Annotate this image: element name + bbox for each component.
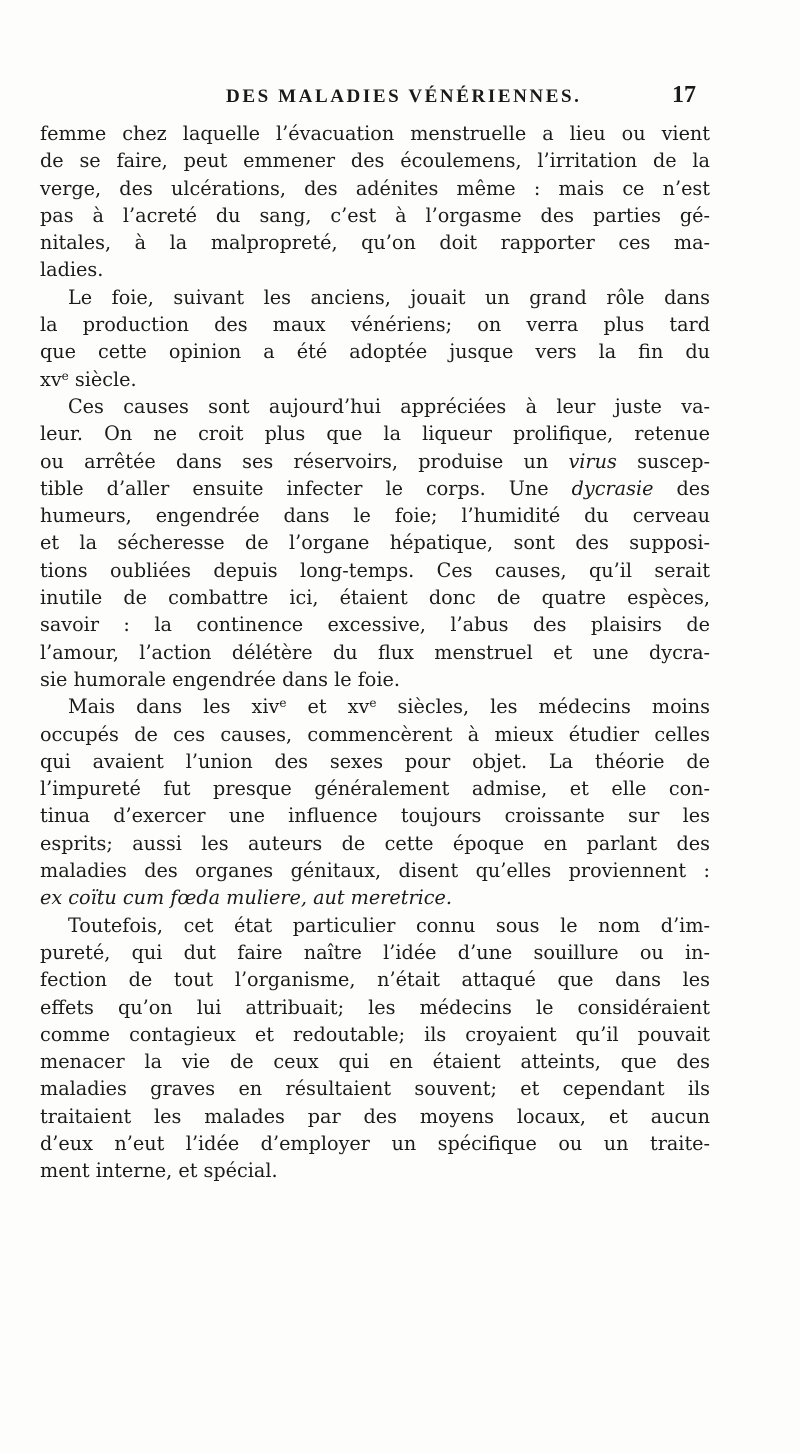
- text-line: tible d’aller ensuite infecter le corps. Une dycrasie des: [40, 476, 710, 500]
- text-line: leur. On ne croit plus que la liqueur prolifique, retenue: [40, 422, 710, 446]
- text-line: la production des maux vénériens; on verra plus tard: [40, 313, 710, 337]
- text-line: esprits; aussi les auteurs de cette époque en parlant des: [40, 831, 710, 855]
- superscript: e: [369, 696, 377, 711]
- text-line: pureté, qui dut faire naître l’idée d’une souillure ou in-: [40, 940, 710, 964]
- text-line: Mais dans les xiv$^e$ et $xv^e$ siècles, les médecins moins: [68, 695, 710, 719]
- text-line: pas à l’acreté du sang, c’est à l’orgasme des parties gé-: [40, 203, 710, 227]
- italic-text: virus: [568, 449, 617, 473]
- superscript: e: [279, 696, 287, 711]
- body-text: [40, 120, 710, 1185]
- text-line: maladies des organes génitaux, disent qu’elles proviennent :: [40, 859, 710, 883]
- text-line: inutile de combattre ici, étaient donc de quatre espèces,: [40, 586, 710, 610]
- text-line: savoir : la continence excessive, l’abus des plaisirs de: [40, 613, 710, 637]
- text-line: Toutefois, cet état particulier connu sous le nom d’im-: [68, 913, 710, 937]
- italic-text: dycrasie: [571, 476, 654, 500]
- italic-text: ex coïtu cum fœda muliere, aut meretrice.: [40, 886, 452, 910]
- text-line: ladies.: [40, 258, 104, 282]
- text-line: Le foie, suivant les anciens, jouait un grand rôle dans: [68, 285, 710, 309]
- text-line: l’impureté fut presque généralement admise, et elle con-: [40, 777, 710, 801]
- text-line: traitaient les malades par des moyens locaux, et aucun: [40, 1104, 710, 1128]
- superscript: e: [61, 368, 69, 383]
- text-line: tions oubliées depuis long-temps. Ces causes, qu’il serait: [40, 558, 710, 582]
- text-line: fection de tout l’organisme, n’était attaqué que dans les: [40, 968, 710, 992]
- text-line: $xv^e$ siècle.: [40, 367, 137, 391]
- text-line: et la sécheresse de l’organe hépatique, sont des supposi-: [40, 531, 710, 555]
- text-line: comme contagieux et redoutable; ils croyaient qu’il pouvait: [40, 1022, 710, 1046]
- text-line: l’amour, l’action délétère du flux menstruel et une dycra-: [40, 640, 710, 664]
- running-head: [40, 82, 800, 114]
- text-line: effets qu’on lui attribuait; les médecins le considéraient: [40, 995, 710, 1019]
- text-line: femme chez laquelle l’évacuation menstruelle a lieu ou vient: [40, 122, 710, 145]
- text-line: [40, 884, 710, 911]
- text-line: verge, des ulcérations, des adénites même : mais ce n’est: [40, 176, 710, 200]
- text-line: Ces causes sont aujourd’hui appréciées à leur juste va-: [68, 394, 710, 418]
- text-line: de se faire, peut emmener des écoulemens, l’irritation de la: [40, 149, 710, 173]
- text-line: tinua d’exercer une influence toujours croissante sur les: [40, 804, 710, 828]
- text-line: occupés de ces causes, commencèrent à mieux étudier celles: [40, 722, 710, 746]
- text-line: menacer la vie de ceux qui en étaient atteints, que des: [40, 1050, 710, 1074]
- text-line: ou arrêtée dans ses réservoirs, produise un virus suscep-: [40, 449, 710, 473]
- text-line: sie humorale engendrée dans le foie.: [40, 667, 400, 691]
- text-line: nitales, à la malpropreté, qu’on doit rapporter ces ma-: [40, 231, 710, 255]
- running-title: DES MALADIES VÉNÉRIENNES.: [226, 86, 582, 107]
- text-line: que cette opinion a été adoptée jusque vers la fin du: [40, 340, 710, 364]
- text-line: qui avaient l’union des sexes pour objet. La théorie de: [40, 749, 710, 773]
- text-line: maladies graves en résultaient souvent; et cependant ils: [40, 1077, 710, 1101]
- text-line: ment interne, et spécial.: [40, 1159, 278, 1183]
- text-line: humeurs, engendrée dans le foie; l’humidité du cerveau: [40, 504, 710, 528]
- page-number: 17: [672, 82, 696, 108]
- text-line: d’eux n’eut l’idée d’employer un spécifique ou un traite-: [40, 1131, 710, 1155]
